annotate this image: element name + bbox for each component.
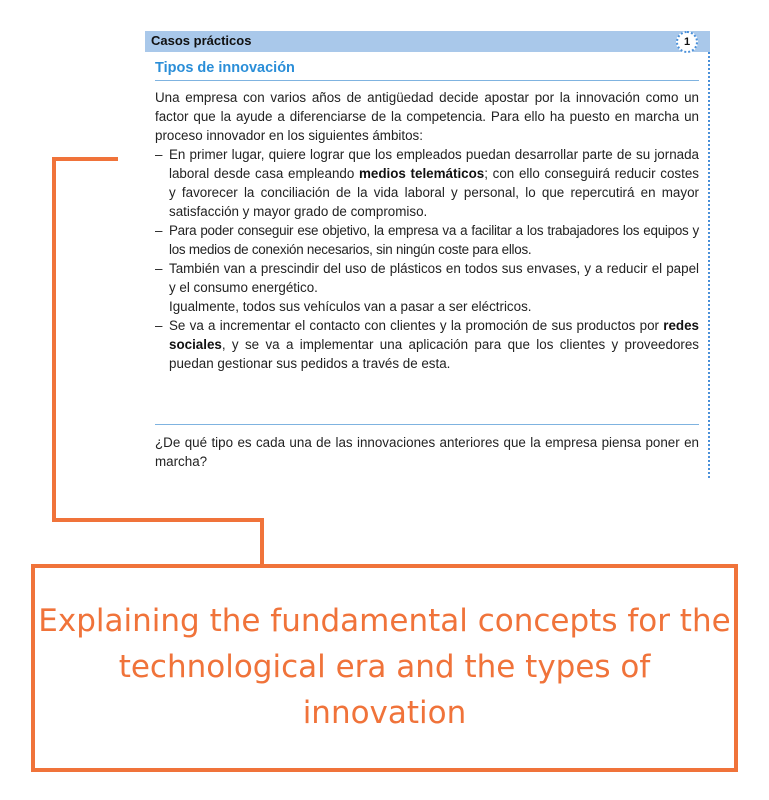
list-item (155, 145, 699, 221)
connector-line (52, 157, 118, 161)
dash-bullet: – (155, 318, 163, 333)
item-extra-text: Igualmente, todos sus vehículos van a pasar a ser eléctricos. (169, 299, 532, 314)
document-page (145, 31, 710, 478)
item-text: Para poder conseguir ese objetivo, la empresa va a facilitar a los trabajadores los equipos y los medios de conexión necesarios, sin ningún coste para ellos. (169, 223, 699, 257)
item-text: , y se va a implementar una aplicación para que los clientes y proveedores puedan gestionar sus pedidos a través de esta. (169, 337, 699, 371)
list-item (155, 221, 699, 259)
dash-bullet: – (155, 261, 163, 276)
dotted-border (708, 52, 710, 478)
intro-paragraph: Una empresa con varios años de antigüedad decide apostar por la innovación como un factor que la ayude a diferenciarse de la competencia. Para ello ha puesto en marcha un proceso innovador en los siguientes ámbitos: (155, 90, 699, 143)
body-text (155, 88, 699, 373)
item-bold-text: medios telemáticos (358, 166, 485, 181)
connector-line (52, 157, 56, 522)
title-divider (155, 80, 699, 81)
question-divider (155, 424, 699, 425)
item-text: También van a prescindir del uso de plásticos en todos sus envases, y a reducir el papel y el consumo energético. (169, 261, 699, 295)
connector-line (52, 518, 264, 522)
dash-bullet: – (155, 223, 163, 238)
connector-line (260, 518, 264, 568)
question-text: ¿De qué tipo es cada una de las innovaciones anteriores que la empresa piensa poner en marcha? (155, 435, 699, 469)
list-item (155, 316, 699, 373)
section-label: Casos prácticos (151, 33, 252, 48)
list-item (155, 259, 699, 316)
dash-bullet: – (155, 147, 163, 162)
callout-text: Explaining the fundamental concepts for the technological era and the types of innovation (38, 603, 731, 731)
item-bold-text: redes sociales (169, 318, 699, 352)
item-text: En primer lugar, quiere lograr que los empleados puedan desarrollar parte de su jornada laboral desde casa empleando (169, 147, 699, 181)
callout-box (31, 564, 738, 772)
page-title: Tipos de innovación (155, 60, 295, 76)
exercise-number-badge: 1 (676, 31, 698, 53)
item-text: ; con ello conseguirá reducir costes y favorecer la conciliación de la vida laboral y personal, lo que repercutirá en mayor satisfacción y mayor grado de compromiso. (169, 166, 699, 219)
section-header-bar (145, 31, 710, 52)
item-text: Se va a incrementar el contacto con clientes y la promoción de sus productos por (169, 318, 664, 333)
